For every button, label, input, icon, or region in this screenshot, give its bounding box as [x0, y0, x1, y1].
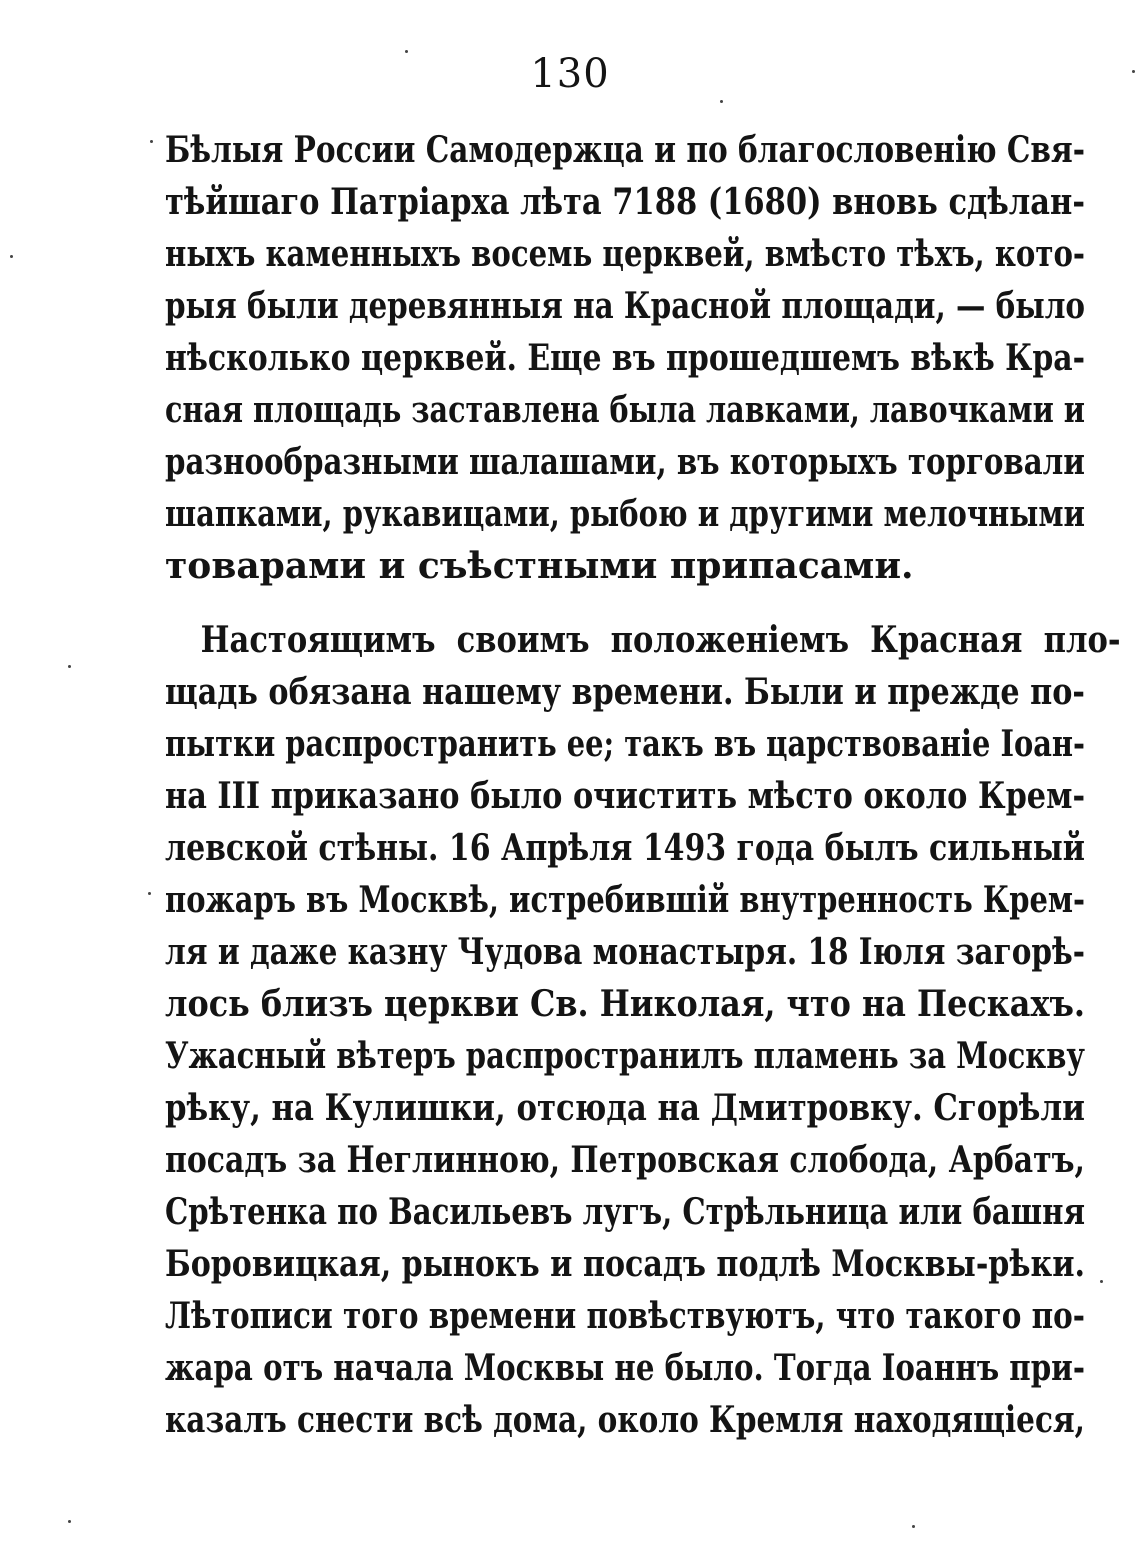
scan-speck — [68, 1520, 71, 1523]
text-line: на III приказано было очистить мѣсто около Крем- — [165, 775, 1086, 817]
text-line: Лѣтописи того времени повѣствуютъ, что такого по- — [165, 1295, 1085, 1337]
page-number: 130 — [530, 51, 610, 97]
scan-speck — [148, 892, 151, 895]
text-line: шапками, рукавицами, рыбою и другими мелочными — [165, 493, 1086, 535]
text-line: пожаръ въ Москвѣ, истребившій внутренность Крем- — [165, 879, 1086, 921]
text-line: Срѣтенка по Васильевъ лугъ, Стрѣльница или башня — [165, 1191, 1085, 1233]
text-line: ля и даже казну Чудова монастыря. 18 Іюля загорѣ- — [165, 931, 1086, 973]
scan-speck — [68, 665, 71, 668]
text-line: разнообразными шалашами, въ которыхъ торговали — [165, 441, 1085, 483]
text-line: лось близъ церкви Св. Николая, что на Пескахъ. — [165, 983, 1085, 1025]
scan-speck — [150, 140, 153, 143]
text-line: Бѣлыя России Самодержца и по благословенію Свя- — [165, 129, 1086, 171]
text-line: тѣйшаго Патріарха лѣта 7188 (1680) вновь сдѣлан- — [165, 181, 1086, 223]
text-line: сная площадь заставлена была лавками, лавочками и — [165, 389, 1086, 431]
text-line: щадь обязана нашему времени. Были и прежде по- — [165, 671, 1085, 713]
paragraph-1 — [165, 124, 1085, 592]
text-line: Ужасный вѣтеръ распространилъ пламень за Москву — [165, 1035, 1085, 1077]
text-line: рѣку, на Кулишки, отсюда на Дмитровку. Сгорѣли — [165, 1087, 1085, 1129]
scan-speck — [1132, 70, 1135, 73]
paragraph-2 — [165, 614, 1121, 1446]
scan-speck — [405, 50, 408, 53]
text-line: ныхъ каменныхъ восемь церквей, вмѣсто тѣхъ, кото- — [165, 233, 1085, 275]
scan-speck — [720, 100, 723, 103]
text-line: посадъ за Неглинною, Петровская слобода, Арбатъ, — [165, 1139, 1085, 1181]
text-line: товарами и съѣстными припасами. — [165, 545, 914, 587]
text-line: казалъ снести всѣ дома, около Кремля находящіеся, — [165, 1399, 1085, 1441]
text-line: рыя были деревянныя на Красной площади, — было — [165, 285, 1086, 327]
scan-speck — [912, 1525, 915, 1528]
text-line: жара отъ начала Москвы не было. Тогда Іоаннъ при- — [165, 1347, 1085, 1389]
text-line: нѣсколько церквей. Еще въ прошедшемъ вѣкѣ Кра- — [165, 337, 1086, 379]
text-line: Боровицкая, рынокъ и посадъ подлѣ Москвы-рѣки. — [165, 1243, 1086, 1285]
text-line: пытки распространить ее; такъ въ царствованіе Іоан- — [165, 723, 1086, 765]
scan-speck — [10, 255, 13, 258]
text-line: левской стѣны. 16 Апрѣля 1493 года былъ сильный — [165, 827, 1085, 869]
scan-speck — [1100, 1280, 1103, 1283]
text-line: Настоящимъ своимъ положеніемъ Красная пло- — [200, 619, 1121, 661]
